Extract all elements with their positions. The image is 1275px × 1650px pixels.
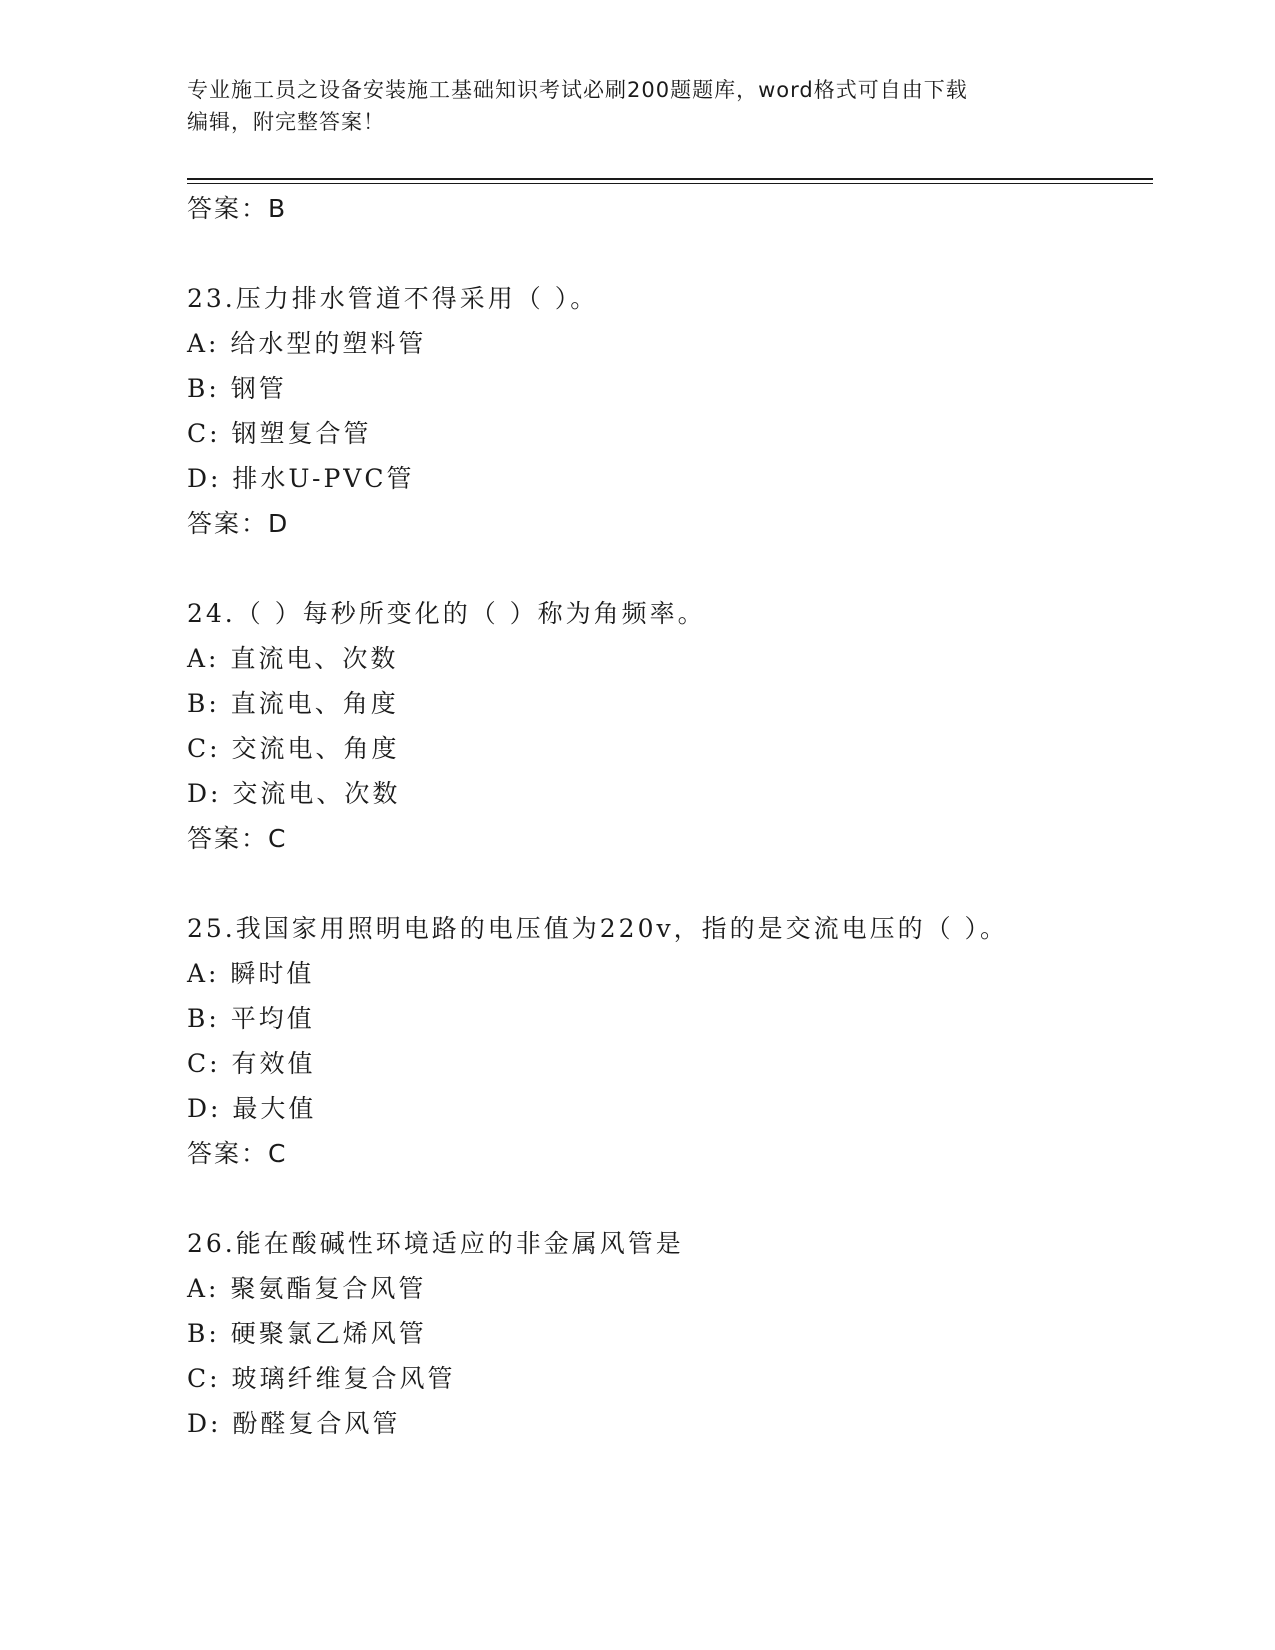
question-26-option-c: C: 玻璃纤维复合风管 (187, 1364, 456, 1393)
question-24-stem: 24.（ ）每秒所变化的（ ）称为角频率。 (187, 599, 706, 628)
question-23-stem: 23.压力排水管道不得采用（ ）。 (187, 284, 599, 313)
question-24-option-b: B: 直流电、角度 (187, 689, 399, 718)
question-26-option-a: A: 聚氨酯复合风管 (187, 1274, 427, 1303)
question-25-stem: 25.我国家用照明电路的电压值为220v，指的是交流电压的（ ）。 (187, 914, 1009, 943)
document-header (187, 74, 1067, 138)
question-23-option-c: C: 钢塑复合管 (187, 419, 372, 448)
question-25-option-d: D: 最大值 (187, 1094, 317, 1123)
question-26-stem: 26.能在酸碱性环境适应的非金属风管是 (187, 1229, 684, 1258)
question-25-option-a: A: 瞬时值 (187, 959, 315, 988)
header-line-1: 专业施工员之设备安装施工基础知识考试必刷200题题库，word格式可自由下载 (187, 78, 968, 102)
question-24-answer: 答案：C (187, 824, 288, 853)
question-24-option-a: A: 直流电、次数 (187, 644, 399, 673)
question-25-answer: 答案：C (187, 1139, 288, 1168)
question-26-option-d: D: 酚醛复合风管 (187, 1409, 401, 1438)
question-23-option-d: D: 排水U-PVC管 (187, 464, 415, 493)
question-23-answer: 答案：D (187, 509, 290, 538)
answer-22: 答案：B (187, 194, 288, 223)
question-25-option-b: B: 平均值 (187, 1004, 315, 1033)
question-25-option-c: C: 有效值 (187, 1049, 316, 1078)
question-24-option-c: C: 交流电、角度 (187, 734, 400, 763)
header-line-2: 编辑，附完整答案！ (187, 110, 385, 134)
header-divider-thick (187, 178, 1153, 180)
question-23-option-b: B: 钢管 (187, 374, 287, 403)
header-divider-thin (187, 183, 1153, 184)
question-24-option-d: D: 交流电、次数 (187, 779, 401, 808)
question-23-option-a: A: 给水型的塑料管 (187, 329, 427, 358)
question-26-option-b: B: 硬聚氯乙烯风管 (187, 1319, 427, 1348)
